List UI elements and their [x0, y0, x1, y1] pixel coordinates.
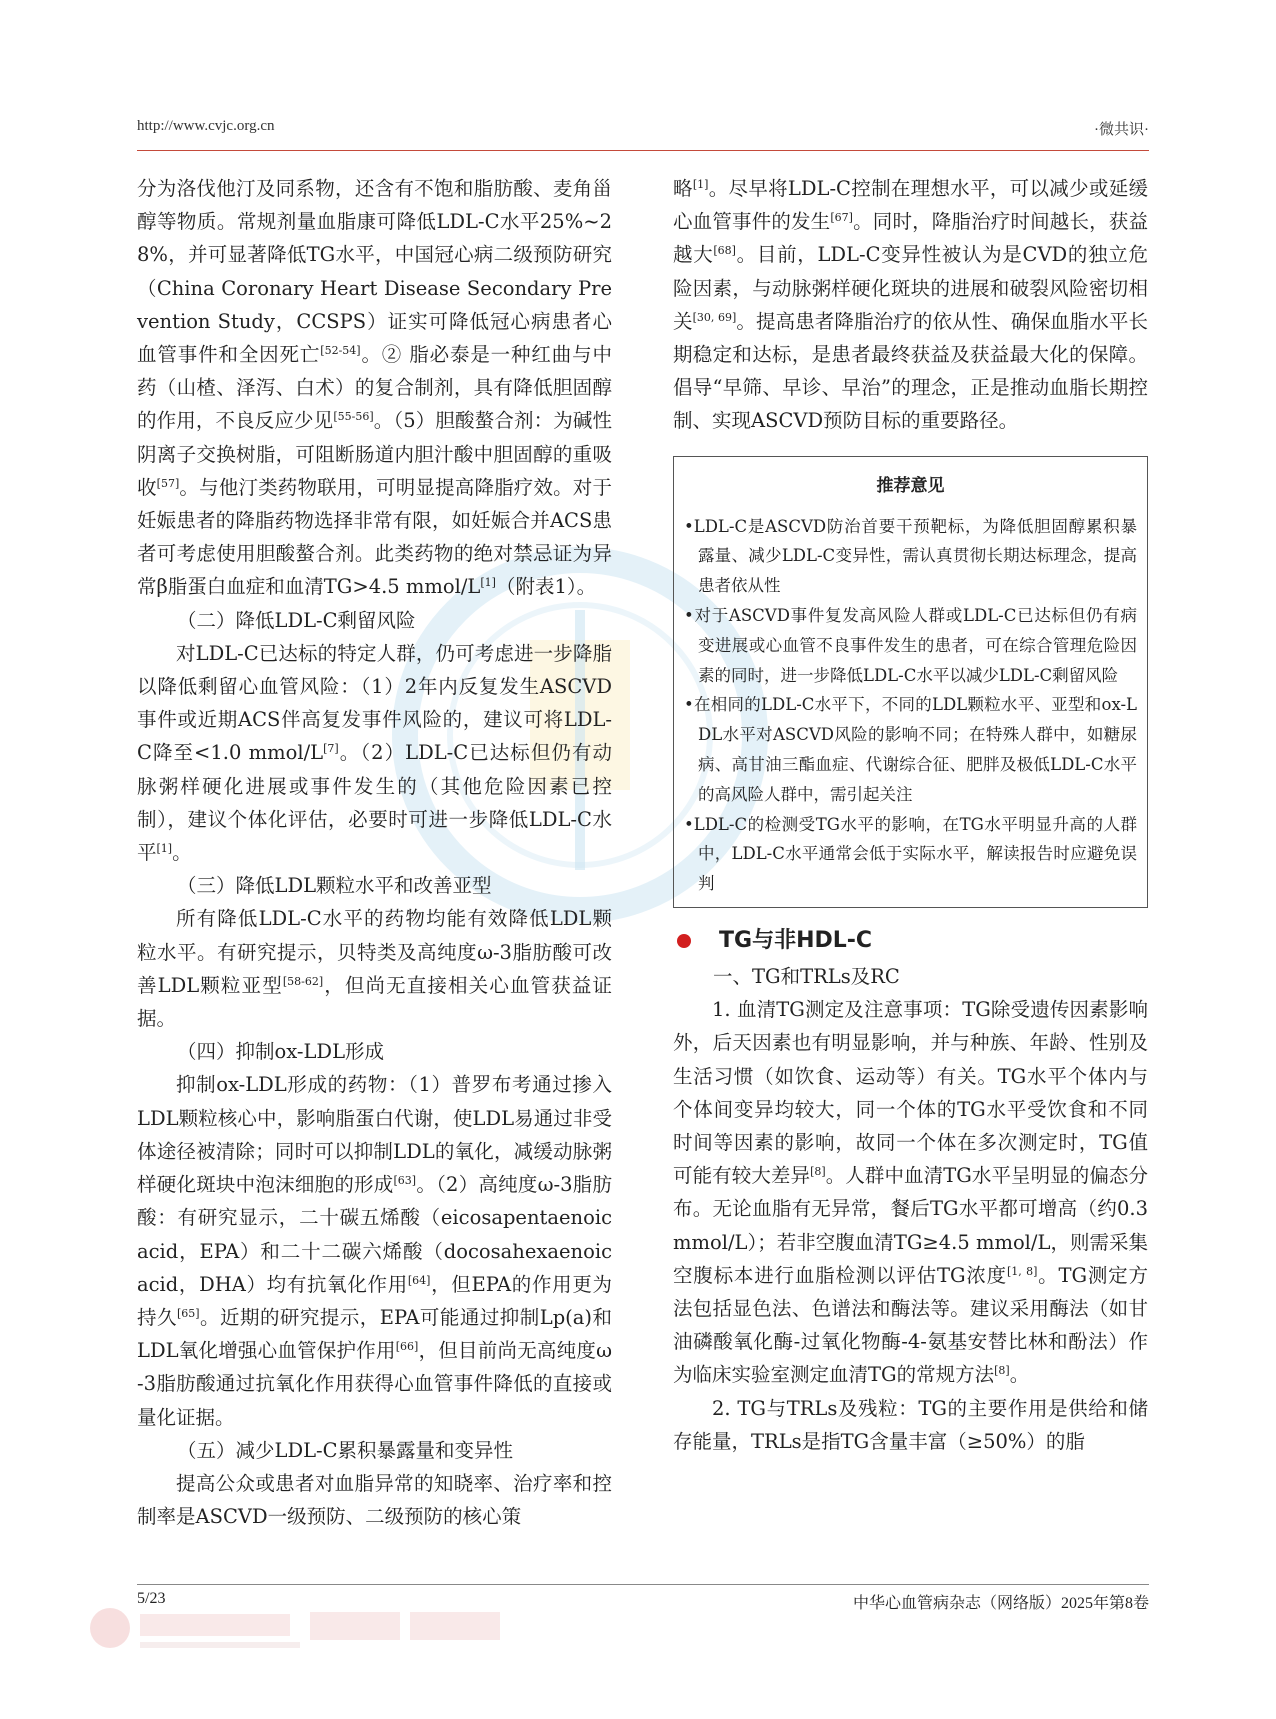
- footer-rule: [137, 1584, 1149, 1585]
- right-intro-paragraph: 略[1]。尽早将LDL-C控制在理想水平，可以减少或延缓心血管事件的发生[67]。同时，降脂治疗时间越长，获益越大[68]。目前，LDL-C变异性被认为是CVD的独立危险因素，与动脉粥样硬化斑块的进展和破裂风险密切相关[30, 69]。提高患者降脂治疗的依从性、确保血脂水平长期稳定和达标，是患者最终获益及获益最大化的保障。倡导“早筛、早诊、早治”的理念，正是推动血脂长期控制、实现ASCVD预防目标的重要路径。: [673, 177, 1148, 433]
- recommendation-item: •LDL-C是ASCVD防治首要干预靶标，为降低胆固醇累积暴露量、减少LDL-C变异性，需认真贯彻长期达标理念，提高患者依从性: [684, 516, 1137, 596]
- body-paragraph: 所有降低LDL-C水平的药物均能有效降低LDL颗粒水平。有研究提示，贝特类及高纯度ω-3脂肪酸可改善LDL颗粒亚型[58-62]，但尚无直接相关心血管获益证据。: [137, 907, 612, 1031]
- body-paragraph: 2. TG与TRLs及残粒：TG的主要作用是供给和储存能量，TRLs是指TG含量丰富（≥50%）的脂: [673, 1396, 1148, 1453]
- body-paragraph: 抑制ox-LDL形成的药物：（1）普罗布考通过掺入LDL颗粒核心中，影响脂蛋白代谢，使LDL易通过非受体途径被清除；同时可以抑制LDL的氧化，减缓动脉粥样硬化斑块中泡沫细胞的形成[63]。（2）高纯度ω-3脂肪酸：有研究显示，二十碳五烯酸（eicosapentaenoic acid，EPA）和二十二碳六烯酸（docosahexaenoic acid，DHA）均有抗氧化作用[64]，但EPA的作用更为持久[65]。近期的研究提示，EPA可能通过抑制Lp(a)和LDL氧化增强心血管保护作用[66]，但目前尚无高纯度ω-3脂肪酸通过抗氧化作用获得心血管事件降低的直接或量化证据。: [137, 1073, 612, 1429]
- subsection-heading: （三）降低LDL颗粒水平和改善亚型: [177, 874, 492, 898]
- recommendation-box: [673, 456, 1148, 908]
- left-column: [137, 172, 612, 1533]
- body-paragraph: 提高公众或患者对血脂异常的知晓率、治疗率和控制率是ASCVD一级预防、二级预防的核心策: [137, 1471, 612, 1529]
- page-header: [137, 118, 1149, 140]
- page-number: 5/23: [137, 1590, 166, 1607]
- body-paragraph: 1. 血清TG测定及注意事项：TG除受遗传因素影响外，后天因素也有明显影响，并与种族、年龄、性别及生活习惯（如饮食、运动等）有关。TG水平个体内与个体间变异均较大，同一个体的TG水平受饮食和不同时间等因素的影响，故同一个体在多次测定时，TG值可能有较大差异[8]。人群中血清TG水平呈明显的偏态分布。无论血脂有无异常，餐后TG水平都可增高（约0.3 mmol/L）；若非空腹血清TG≥4.5 mmol/L，则需采集空腹标本进行血脂检测以评估TG浓度[1, 8]。TG测定方法包括显色法、色谱法和酶法等。建议采用酶法（如甘油磷酸氧化酶-过氧化物酶-4-氨基安替比林和酚法）作为临床实验室测定血清TG的常规方法[8]。: [673, 998, 1148, 1387]
- subsection-heading: （二）降低LDL-C剩留风险: [177, 608, 416, 632]
- column-label: ·微共识·: [1094, 122, 1149, 138]
- section-heading: TG与非HDL-C: [673, 924, 1148, 958]
- journal-name: 中华心血管病杂志（网络版）2025年第8卷: [852, 1595, 1149, 1612]
- recommendation-item: •LDL-C的检测受TG水平的影响，在TG水平明显升高的人群中，LDL-C水平通常会低于实际水平，解读报告时应避免误判: [684, 814, 1137, 894]
- subsection-heading: （四）抑制ox-LDL形成: [177, 1040, 385, 1064]
- subsection-heading: 一、TG和TRLs及RC: [713, 964, 900, 988]
- bullet-dot-icon: [677, 934, 691, 948]
- recommendation-title: 推荐意见: [876, 475, 945, 496]
- right-column: [673, 172, 1148, 1458]
- recommendation-item: •在相同的LDL-C水平下，不同的LDL颗粒水平、亚型和ox-LDL水平对ASCVD风险的影响不同；在特殊人群中，如糖尿病、高甘油三酯血症、代谢综合征、肥胖及极低LDL-C水平的高风险人群中，需引起关注: [684, 695, 1137, 804]
- recommendation-item: •对于ASCVD事件复发高风险人群或LDL-C已达标但仍有病变进展或心血管不良事件发生的患者，可在综合管理危险因素的同时，进一步降低LDL-C水平以减少LDL-C剩留风险: [684, 606, 1137, 685]
- body-paragraph: 分为洛伐他汀及同系物，还含有不饱和脂肪酸、麦角甾醇等物质。常规剂量血脂康可降低LDL-C水平25%~28%，并可显著降低TG水平，中国冠心病二级预防研究（China Coronary Heart Disease Secondary Prevention Study，CCSPS）证实可降低冠心病患者心血管事件和全因死亡[52-54]。② 脂必泰是一种红曲与中药（山楂、泽泻、白术）的复合制剂，具有降低胆固醇的作用，不良反应少见[55-56]。（5）胆酸螯合剂：为碱性阴离子交换树脂，可阻断肠道内胆汁酸中胆固醇的重吸收[57]。与他汀类药物联用，可明显提高降脂疗效。对于妊娠患者的降脂药物选择非常有限，如妊娠合并ACS患者可考虑使用胆酸螯合剂。此类药物的绝对禁忌证为异常β脂蛋白血症和血清TG>4.5 mmol/L[1]（附表1）。: [137, 177, 612, 599]
- header-rule: [137, 150, 1149, 151]
- publisher-logo-icon: [80, 1600, 540, 1660]
- subsection-heading: （五）减少LDL-C累积暴露量和变异性: [177, 1438, 514, 1462]
- body-paragraph: 对LDL-C已达标的特定人群，仍可考虑进一步降脂以降低剩留心血管风险：（1）2年内反复发生ASCVD事件或近期ACS伴高复发事件风险的，建议可将LDL-C降至<1.0 mmol/L[7]。（2）LDL-C已达标但仍有动脉粥样硬化进展或事件发生的（其他危险因素已控制），建议个体化评估，必要时可进一步降低LDL-C水平[1]。: [137, 641, 612, 865]
- journal-url[interactable]: http://www.cvjc.org.cn: [137, 118, 275, 134]
